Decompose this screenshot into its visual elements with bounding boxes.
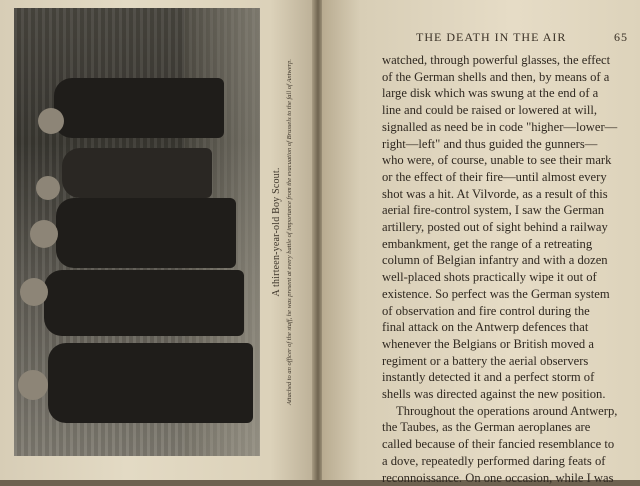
text-line: of observation and fire control during the	[382, 303, 590, 318]
text-line: the Taubes, as the German aeroplanes are	[382, 420, 591, 435]
text-line: who were, of course, unable to see their mark	[382, 153, 612, 168]
text-line: watched, through powerful glasses, the effect	[382, 53, 611, 67]
photo-figure-1-head	[38, 108, 64, 134]
text-line: or the effect of their fire—until almost every	[382, 169, 607, 184]
text-line: well-placed shots practically wipe it out of	[382, 270, 597, 285]
text-line: whenever the Belgians or British moved a	[382, 336, 594, 351]
text-line: instantly detected it and a perfect storm of	[382, 370, 595, 385]
text-line: shells was directed against the new position.	[382, 387, 606, 402]
photo-figure-2	[62, 148, 212, 198]
photo-figure-1	[54, 78, 224, 138]
text-line: column of Belgian infantry and with a dozen	[382, 253, 608, 268]
text-line: artillery, posted out of sight behind a railway	[382, 220, 608, 235]
text-line: right—left" and thus guided the gunners—	[382, 136, 598, 151]
left-page	[0, 0, 318, 480]
photo-figure-4	[44, 270, 244, 336]
text-line: existence. So perfect was the German system	[382, 286, 610, 301]
text-line: final attack on the Antwerp defences that	[382, 320, 589, 335]
page-number: 65	[614, 30, 628, 44]
text-line: aerial fire-control system, I saw the German	[382, 203, 605, 218]
photo-caption-rotated	[271, 12, 293, 452]
text-line: regiment or a battery the aerial observers	[382, 353, 589, 368]
text-line: large disk which was swung at the end of a	[382, 86, 599, 101]
photo-figure-2-head	[36, 176, 60, 200]
text-line: called because of their fancied resemblance to	[382, 437, 615, 452]
text-line: reconnoissance. On one occasion, while I was	[382, 470, 614, 485]
photograph-boy-scout	[14, 8, 260, 456]
running-head	[416, 30, 628, 45]
text-line: signalled as need be in code "higher—lower—	[382, 119, 618, 134]
text-line: a dove, repeatedly performed daring feats of	[382, 453, 606, 468]
photo-figure-3	[56, 198, 236, 268]
photo-figure-5	[48, 343, 253, 423]
photo-figure-5-head	[18, 370, 48, 400]
text-line: Throughout the operations around Antwerp,	[396, 403, 618, 418]
text-line: embankment, get the range of a retreating	[382, 236, 593, 251]
photo-figure-4-head	[20, 278, 48, 306]
body-text	[382, 52, 640, 486]
photo-caption-title: A thirteen-year-old Boy Scout.	[271, 167, 282, 297]
text-line: of the German shells and then, by means of a	[382, 69, 610, 84]
running-head-title: THE DEATH IN THE AIR	[416, 30, 567, 44]
photo-figure-3-head	[30, 220, 58, 248]
text-line: line and could be raised or lowered at will,	[382, 103, 598, 118]
text-line: shot was a hit. At Vilvorde, as a result of this	[382, 186, 608, 201]
photo-caption	[262, 8, 302, 456]
photo-caption-subtitle: Attached to an officer of the staff, he was present at every battle of importance from the evacuation of Brussels to the fall of Antwerp.	[286, 59, 293, 406]
